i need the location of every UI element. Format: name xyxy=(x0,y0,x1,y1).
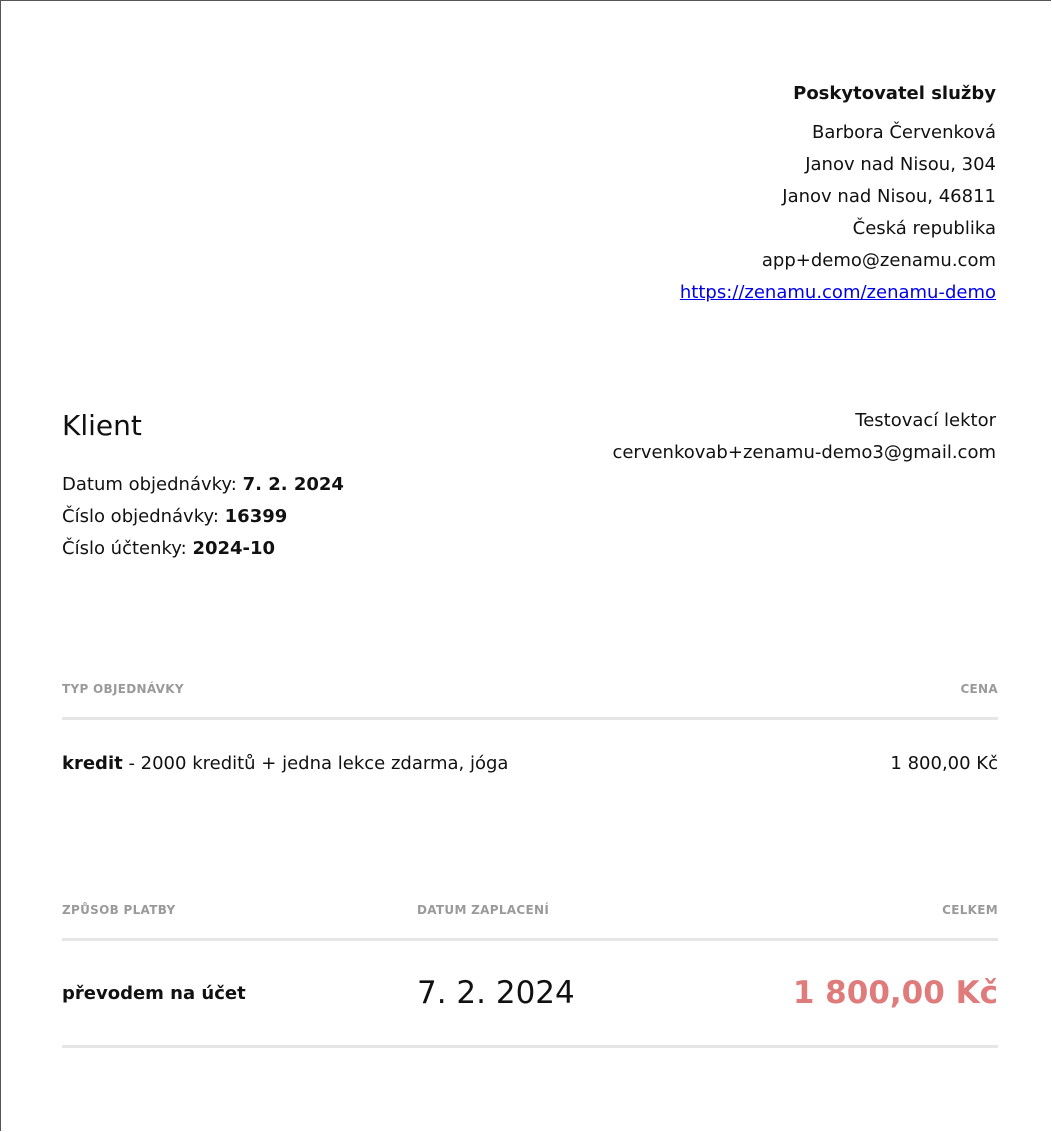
provider-email: app+demo@zenamu.com xyxy=(761,250,996,271)
order-info xyxy=(62,469,344,565)
client-email: cervenkovab+zenamu-demo3@gmail.com xyxy=(612,442,996,463)
order-number-line xyxy=(62,501,344,533)
order-date-line xyxy=(62,469,344,501)
payment-date: 7. 2. 2024 xyxy=(417,975,575,1011)
receipt-number-line xyxy=(62,533,344,565)
provider-website-link[interactable]: https://zenamu.com/zenamu-demo xyxy=(679,282,996,303)
order-number-label: Číslo objednávky: xyxy=(62,506,219,527)
payment-method: převodem na účet xyxy=(62,983,246,1004)
col-type-header: TYP OBJEDNÁVKY xyxy=(62,682,184,696)
provider-heading: Poskytovatel služby xyxy=(793,83,996,104)
receipt-number-label: Číslo účtenky: xyxy=(62,538,187,559)
client-title: Klient xyxy=(62,409,142,442)
items-divider xyxy=(62,717,998,720)
item-description: - 2000 kreditů + jedna lekce zdarma, jóga xyxy=(122,753,509,774)
col-total-header: CELKEM xyxy=(942,903,998,917)
provider-country: Česká republika xyxy=(852,218,996,239)
provider-block xyxy=(680,81,996,309)
table-row xyxy=(62,753,998,774)
items-table-header xyxy=(62,682,998,696)
order-number-value: 16399 xyxy=(224,506,288,527)
payment-divider-bottom xyxy=(62,1045,998,1048)
provider-name: Barbora Červenková xyxy=(811,122,996,143)
provider-street: Janov nad Nisou, 304 xyxy=(805,154,996,175)
order-date-value: 7. 2. 2024 xyxy=(242,474,344,495)
receipt-number-value: 2024-10 xyxy=(192,538,276,559)
col-method-header: ZPŮSOB PLATBY xyxy=(62,903,176,917)
col-price-header: CENA xyxy=(960,682,998,696)
order-date-label: Datum objednávky: xyxy=(62,474,237,495)
payment-divider-top xyxy=(62,938,998,941)
payment-row xyxy=(62,975,998,1015)
payment-table-header xyxy=(62,903,998,917)
payment-total: 1 800,00 Kč xyxy=(792,975,998,1011)
item-price: 1 800,00 Kč xyxy=(890,753,998,774)
col-date-header: DATUM ZAPLACENÍ xyxy=(417,903,550,917)
provider-city: Janov nad Nisou, 46811 xyxy=(782,186,996,207)
client-name: Testovací lektor xyxy=(855,410,996,431)
item-type: kredit xyxy=(62,753,123,774)
client-contact xyxy=(612,405,996,469)
